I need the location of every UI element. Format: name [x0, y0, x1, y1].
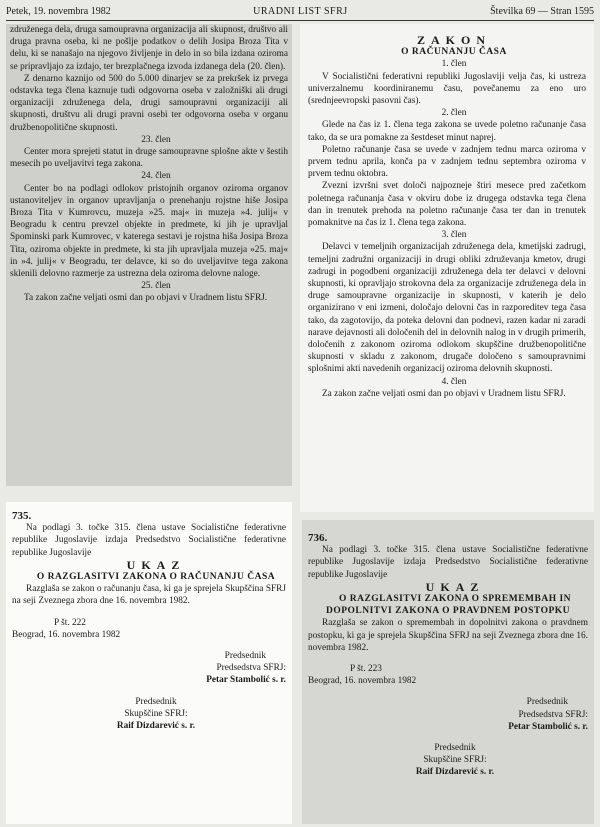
- signature-title: Predsednik: [135, 696, 177, 707]
- place-date: Beograd, 16. novembra 1982: [308, 676, 417, 687]
- paragraph: združenega dela, druga samoupravna organizacija ali skupnost, društvo ali druga pravna oseba, ki ne pošlje podatkov o delih Josipa Broza Tita v delu, ki se nanašajo na njegovo življenje in delo in so bila izdana oziroma se pripravljajo za izdajo, ter brezplačnega izvoda izdanega dela (20. člen).: [10, 25, 288, 72]
- paragraph: Poletno računanje časa se uvede v zadnjem tednu marca oziroma v prvem tednu aprila, konča pa v zadnjem tednu septembra oziroma v prvem tednu oktobra.: [308, 144, 586, 180]
- signature-title: Skupščine SFRJ:: [423, 755, 487, 766]
- signature-name: Raif Dizdarević s. r.: [116, 721, 196, 732]
- article-heading: 25. člen: [141, 281, 171, 292]
- left-top-column: [6, 24, 292, 486]
- page-header: [6, 4, 594, 18]
- paragraph: Na podlagi 3. točke 315. člena ustave Socialistične federativne republike Jugoslavije izdaja Predsedstvo Socialistične federativne republike Jugoslavije: [308, 545, 588, 580]
- paragraph: Razglaša se zakon o spremembah in dopolnitvi zakona o pravdnem postopku, ki ga je sprejela Skupščina SFRJ na seji Zveznega zbora dne 16. novembra 1982.: [308, 618, 588, 653]
- signature-title: Predsedstva SFRJ:: [518, 709, 588, 720]
- paragraph: Na podlagi 3. točke 315. člena ustave Socialistične federativne republike Jugoslavije izdaja Predsedstvo Socialistične federativne republike Jugoslavije: [12, 523, 286, 558]
- article-heading: 2. člen: [441, 108, 467, 119]
- signature-name: Petar Stambolić s. r.: [206, 675, 286, 686]
- reference-number: P št. 223: [350, 664, 382, 675]
- decree-735: [6, 502, 292, 824]
- signature-title: Predsednik: [434, 743, 476, 754]
- paragraph: Za zakon začne veljati osmi dan po objavi v Uradnem listu SFRJ.: [322, 388, 566, 399]
- paragraph: Zvezni izvršni svet določi najpozneje štiri mesece pred začetkom poletnega računanja časa v okviru dobe iz drugega odstavka tega člena dan in trenutek prehoda na poletno računanje časa ter dan in trenutek pomaknitve na čas iz 1. člena tega zakona.: [308, 181, 586, 229]
- article-heading: 3. člen: [441, 230, 467, 241]
- paragraph: Razglaša se zakon o računanju časa, ki ga je sprejela Skupščina SFRJ na seji Zveznega zbora dne 16. novembra 1982.: [12, 584, 286, 607]
- right-top-column: [300, 24, 594, 512]
- header-publication: URADNI LIST SFRJ: [253, 5, 348, 17]
- place-date: Beograd, 16. novembra 1982: [12, 629, 121, 640]
- article-heading: 1. člen: [441, 59, 467, 70]
- article-heading: 4. člen: [441, 376, 467, 387]
- law-subtitle: O RAČUNANJU ČASA: [401, 47, 507, 58]
- header-divider: [6, 20, 594, 21]
- decree-number: 736.: [308, 532, 328, 544]
- header-page-number: Številka 69 — Stran 1595: [490, 5, 594, 17]
- signature-title: Predsedstva SFRJ:: [216, 663, 286, 674]
- paragraph: Z denarno kaznijo od 500 do 5.000 dinarjev se za prekršek iz prvega odstavka tega člena kaznuje tudi odgovorna oseba v založniški ali drugi organizaciji združenega dela, drugi samoupravni organizaciji ali skupnosti, društvu ali drugi pravni osebi ter odgovorna oseba v organu družbenopolitične skupnosti.: [10, 73, 288, 133]
- signature-name: Petar Stambolić s. r.: [508, 721, 588, 732]
- law-title: ZAKON: [416, 33, 491, 47]
- signature-name: Raif Dizdarević s. r.: [415, 767, 495, 778]
- signature-title: Predsednik: [224, 651, 266, 662]
- article-heading: 23. člen: [141, 134, 171, 145]
- signature-title: Predsednik: [526, 697, 568, 708]
- paragraph: V Socialistični federativni republiki Jugoslaviji velja čas, ki ustreza univerzalnemu koordiniranemu času, povečanemu za eno uro (srednjeevropski pasovni čas).: [308, 71, 586, 107]
- paragraph: Center bo na podlagi odlokov pristojnih organov oziroma organov ustanoviteljev in organov upravljanja o prenehanju rojstne hiše Josipa Broza Tita v Kumrovcu, muzeja »25. maj« in muzeja »4. julij« v Beogradu k centru prevzel objekte in predmete, ki jih je upravljal Spominski park Kumrovec, v katerega sestavi je rojstna hiša Josipa Broza Tita, oziroma objekte in predmete, ki sta jih upravljala muzeja »25. maj« in »4. julij« v Beogradu, ter delavce, ki so do uveljavitve tega zakona sklenili delovno razmerje za ustrezna dela oziroma delovne naloge.: [10, 183, 288, 280]
- paragraph: Center mora sprejeti statut in druge samoupravne splošne akte v šestih mesecih po uveljavitvi tega zakona.: [10, 147, 288, 170]
- decree-title: UKAZ: [126, 557, 186, 572]
- paragraph: Ta zakon začne veljati osmi dan po objavi v Uradnem listu SFRJ.: [24, 293, 268, 304]
- paragraph: Delavci v temeljnih organizacijah združenega dela, kmetijski zadrugi, temeljni zadružni organizaciji in drugi obliki združevanja kmetov, drugi zadrugi in pogodbeni organizaciji združenega dela ter delavci v delovni skupnosti, ki opravljajo strokovna dela za organizacije združenega dela in druge samoupravne organizacije in skupnosti, v katerih je delo organizirano v eni izmeni, določajo delovni čas in razporeditev tega časa tako, da zagotovijo, da poteka delovni dan podnevi, razen kadar ni zaradi narave dejavnosti ali določenih del in delovnih nalog in v drugih primerih, določenih z zakonom oziroma odlokom skupščine družbenopolitične skupnosti v skladu z zakonom, drugače določeno s samoupravnimi splošnimi akti navedenih organizacij oziroma delovnih skupnosti.: [308, 242, 586, 375]
- decree-subtitle: O RAZGLASITVI ZAKONA O RAČUNANJU ČASA: [36, 572, 276, 583]
- decree-title: UKAZ: [425, 579, 485, 594]
- paragraph: Glede na čas iz 1. člena tega zakona se uvede poletno računanje časa tako, da se ura pomakne za šestdeset minut naprej.: [308, 120, 586, 143]
- decree-736: [302, 520, 594, 824]
- header-date: Petek, 19. novembra 1982: [6, 5, 111, 17]
- signature-title: Skupščine SFRJ:: [124, 708, 188, 719]
- decree-subtitle: O RAZGLASITVI ZAKONA O SPREMEMBAH IN DOPOLNITVI ZAKONA O PRAVDNEM POSTOPKU: [325, 594, 572, 617]
- decree-number: 735.: [12, 510, 32, 522]
- reference-number: P št. 222: [54, 617, 86, 628]
- article-heading: 24. člen: [141, 171, 171, 182]
